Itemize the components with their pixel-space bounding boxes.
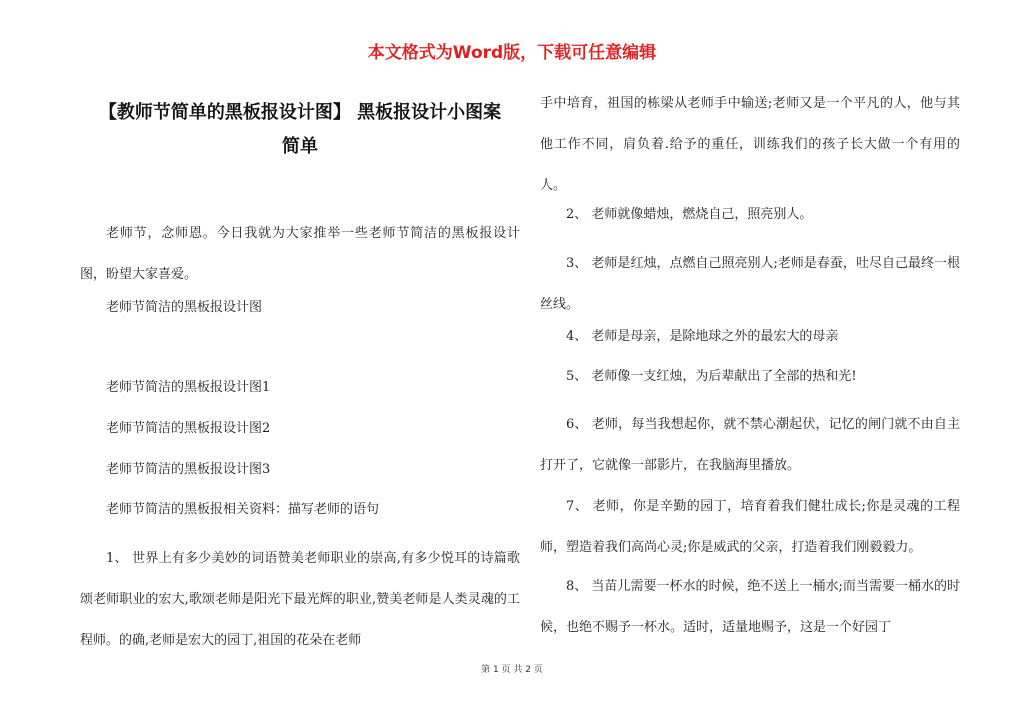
paragraph: 6、 老师，每当我想起你，就不禁心潮起伏，记忆的闸门就不由自主打开了，它就像一部影片，在我脑海里播放。 bbox=[540, 417, 960, 473]
paragraph: 老师节简洁的黑板报设计图 bbox=[106, 300, 263, 315]
paragraph: 2、 老师就像蜡烛，燃烧自己，照亮别人。 bbox=[566, 207, 813, 222]
page-number: 第 1 页 共 2 页 bbox=[481, 665, 543, 675]
title-line-2: 简单 bbox=[282, 136, 318, 157]
paragraph: 老师节简洁的黑板报设计图2 bbox=[106, 421, 271, 436]
paragraph: 5、 老师像一支红烛，为后辈献出了全部的热和光! bbox=[566, 369, 857, 384]
paragraph: 7、 老师，你是辛勤的园丁，培育着我们健壮成长;你是灵魂的工程师，塑造着我们高尚心灵;你是威武的父亲，打造着我们刚毅毅力。 bbox=[540, 499, 960, 555]
paragraph: 3、 老师是红烛，点燃自己照亮别人;老师是春蚕，吐尽自己最终一根丝线。 bbox=[540, 256, 960, 312]
paragraph: 手中培育，祖国的栋梁从老师手中输送;老师又是一个平凡的人，他与其他工作不同，肩负着.给予的重任，训练我们的孩子长大做一个有用的人。 bbox=[540, 96, 960, 193]
paragraph: 8、 当苗儿需要一杯水的时候，绝不送上一桶水;而当需要一桶水的时候，也绝不赐予一杯水。适时，适量地赐予，这是一个好园丁 bbox=[540, 579, 960, 635]
page-title bbox=[80, 96, 520, 164]
paragraph: 老师节简洁的黑板报设计图3 bbox=[106, 462, 271, 477]
title-line-1: 【教师节简单的黑板报设计图】 黑板报设计小图案 bbox=[98, 102, 502, 123]
paragraph: 1、 世界上有多少美妙的词语赞美老师职业的崇高,有多少悦耳的诗篇歌颂老师职业的宏大,歌颂老师是阳光下最光辉的职业,赞美老师是人类灵魂的工程师。的确,老师是宏大的园丁,祖国的花朵在老师 bbox=[80, 551, 520, 648]
paragraph: 老师节，念师恩。今日我就为大家推举一些老师节简洁的黑板报设计图，盼望大家喜爱。 bbox=[80, 226, 520, 282]
header-banner: 本文格式为Word版，下载可任意编辑 bbox=[367, 43, 657, 63]
paragraph: 老师节简洁的黑板报相关资料：描写老师的语句 bbox=[106, 502, 380, 517]
paragraph: 4、 老师是母亲，是除地球之外的最宏大的母亲 bbox=[566, 329, 839, 344]
paragraph: 老师节简洁的黑板报设计图1 bbox=[106, 380, 271, 395]
